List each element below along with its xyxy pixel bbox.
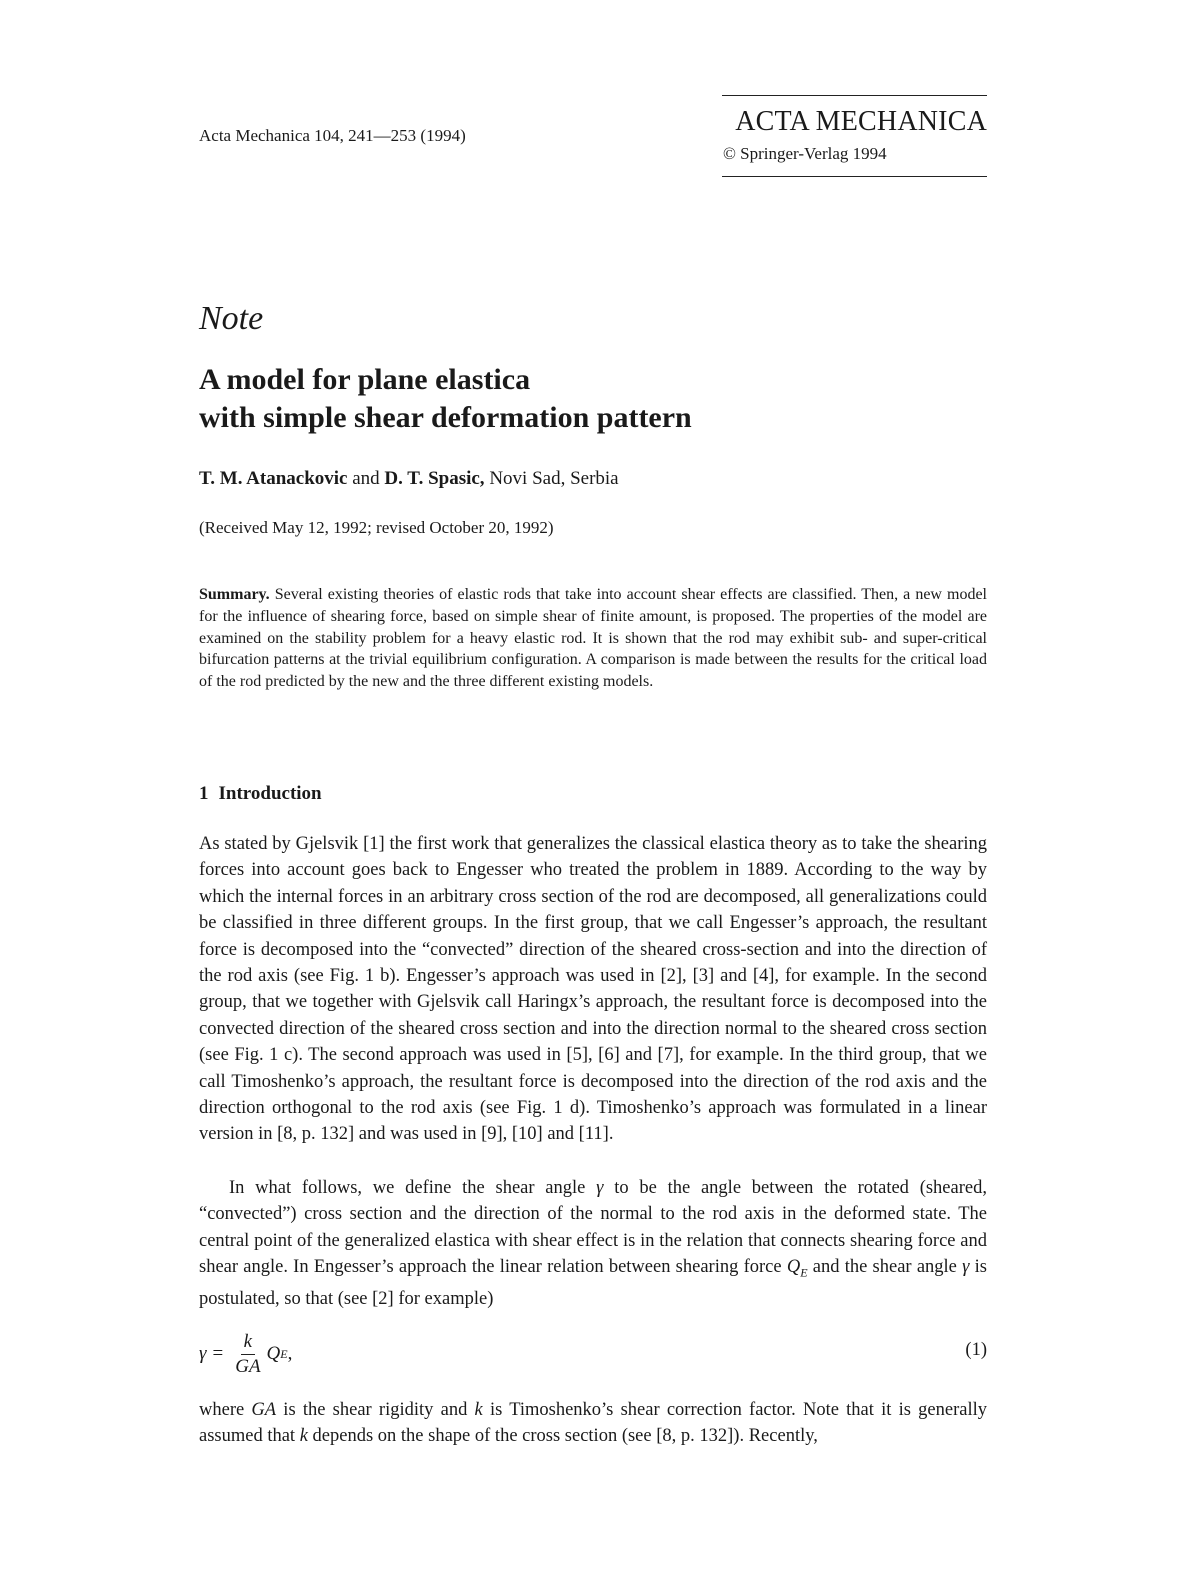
abstract: [199, 584, 987, 693]
equation-1: [199, 1324, 987, 1384]
paragraph-3-text-d: depends on the shape of the cross section (see [8, p. 132]). Recently,: [307, 1426, 818, 1447]
journal-citation: Acta Mechanica 104, 241—253 (1994): [199, 126, 466, 145]
paragraph-1: As stated by Gjelsvik [1] the first work that generalizes the classical elastica theory as to take the shearing forces into account goes back to Engesser who treated the problem in 1889. According to the way by which the internal forces in an arbitrary cross section of the rod are decomposed, all generalizations could be classified in three different groups. In the first group, that we call Engesser’s approach, the resultant force is decomposed into the “convected” direction of the sheared cross-section and into the direction of the rod axis (see Fig. 1 b). Engesser’s approach was used in [2], [3] and [4], for example. In the second group, that we together with Gjelsvik call Haringx’s approach, the resultant force is decomposed into the convected direction of the sheared cross section and into the direction normal to the sheared cross section (see Fig. 1 c). The second approach was used in [5], [6] and [7], for example. In the third group, that we call Timoshenko’s approach, the resultant force is decomposed into the direction of the rod axis and the direction orthogonal to the rod axis (see Fig. 1 d). Timoshenko’s approach was formulated in a linear version in [8, p. 132] and was used in [9], [10] and [11].: [199, 834, 987, 1145]
symbol-q: Q: [786, 1257, 801, 1278]
author-conjunction: and: [352, 468, 380, 489]
received-dates: (Received May 12, 1992; revised October 20, 1992): [199, 518, 554, 537]
section-title: Introduction: [218, 783, 322, 804]
paragraph-3-text-c: is Timoshenko’s shear correction factor. Note that it is generally assumed that: [199, 1400, 988, 1447]
symbol-k: k: [299, 1426, 308, 1447]
equation-lhs: γ: [199, 1343, 207, 1364]
section-heading: [199, 783, 322, 805]
equation-trailing-comma: ,: [287, 1343, 293, 1364]
paragraph-2-text-c: and the shear angle: [807, 1257, 963, 1278]
title-line-2: with simple shear deformation pattern: [199, 401, 692, 434]
equation-fraction: [235, 1330, 260, 1379]
symbol-gamma: γ: [596, 1178, 604, 1198]
journal-masthead: [722, 95, 987, 177]
copyright-line: © Springer-Verlag 1994: [723, 144, 887, 163]
abstract-label: Summary.: [199, 586, 270, 603]
note-label: Note: [199, 300, 264, 337]
fraction-denominator: GA: [235, 1355, 261, 1377]
author-1: T. M. Atanackovic: [199, 468, 348, 489]
equation-q: Q: [266, 1343, 281, 1364]
author-line: [199, 468, 619, 490]
title-line-1: A model for plane elastica: [199, 363, 531, 396]
author-2: D. T. Spasic,: [384, 468, 485, 489]
paragraph-3-text-b: is the shear rigidity and: [276, 1400, 475, 1420]
paper-title: [199, 361, 999, 437]
fraction-numerator: k: [241, 1330, 255, 1355]
equation-number: (1): [965, 1340, 987, 1360]
masthead-bottom-rule: [722, 176, 987, 177]
paragraph-2: [199, 1175, 987, 1313]
masthead-top-rule: [722, 95, 987, 96]
symbol-ga: GA: [251, 1400, 277, 1420]
symbol-q-subscript: E: [800, 1265, 808, 1280]
paragraph-2-text-d: is postulated, so that (see [2] for example): [199, 1257, 987, 1310]
paragraph-3: [199, 1397, 987, 1450]
equation-equals: =: [212, 1343, 224, 1364]
paragraph-3-text-a: where: [199, 1400, 252, 1420]
abstract-text: Several existing theories of elastic rods that take into account shear effects are classified. Then, a new model for the influence of shearing force, based on simple shear of finite amount, is proposed. The properties of the model are examined on the stability problem for a heavy elastic rod. It is shown that the rod may exhibit sub- and super-critical bifurcation patterns at the trivial equilibrium configuration. A comparison is made between the results for the critical load of the rod predicted by the new and the three different existing models.: [199, 586, 988, 691]
paragraph-2-text-a: In what follows, we define the shear angle: [229, 1178, 597, 1198]
journal-name: ACTA MECHANICA: [735, 106, 987, 137]
paragraph-2-text-b: to be the angle between the rotated (sheared, “convected”) cross section and the direction of the normal to the rod axis in the deformed state. The central point of the generalized elastica with shear effect is in the relation that connects shearing force and shear angle. In Engesser’s approach the linear relation between shearing force: [199, 1178, 987, 1278]
symbol-gamma: γ: [962, 1257, 970, 1278]
author-affiliation: Novi Sad, Serbia: [489, 468, 619, 489]
equation-body: [199, 1324, 292, 1384]
section-number: 1: [199, 783, 209, 804]
symbol-k: k: [474, 1400, 483, 1420]
equation-q-subscript: E: [280, 1346, 288, 1361]
